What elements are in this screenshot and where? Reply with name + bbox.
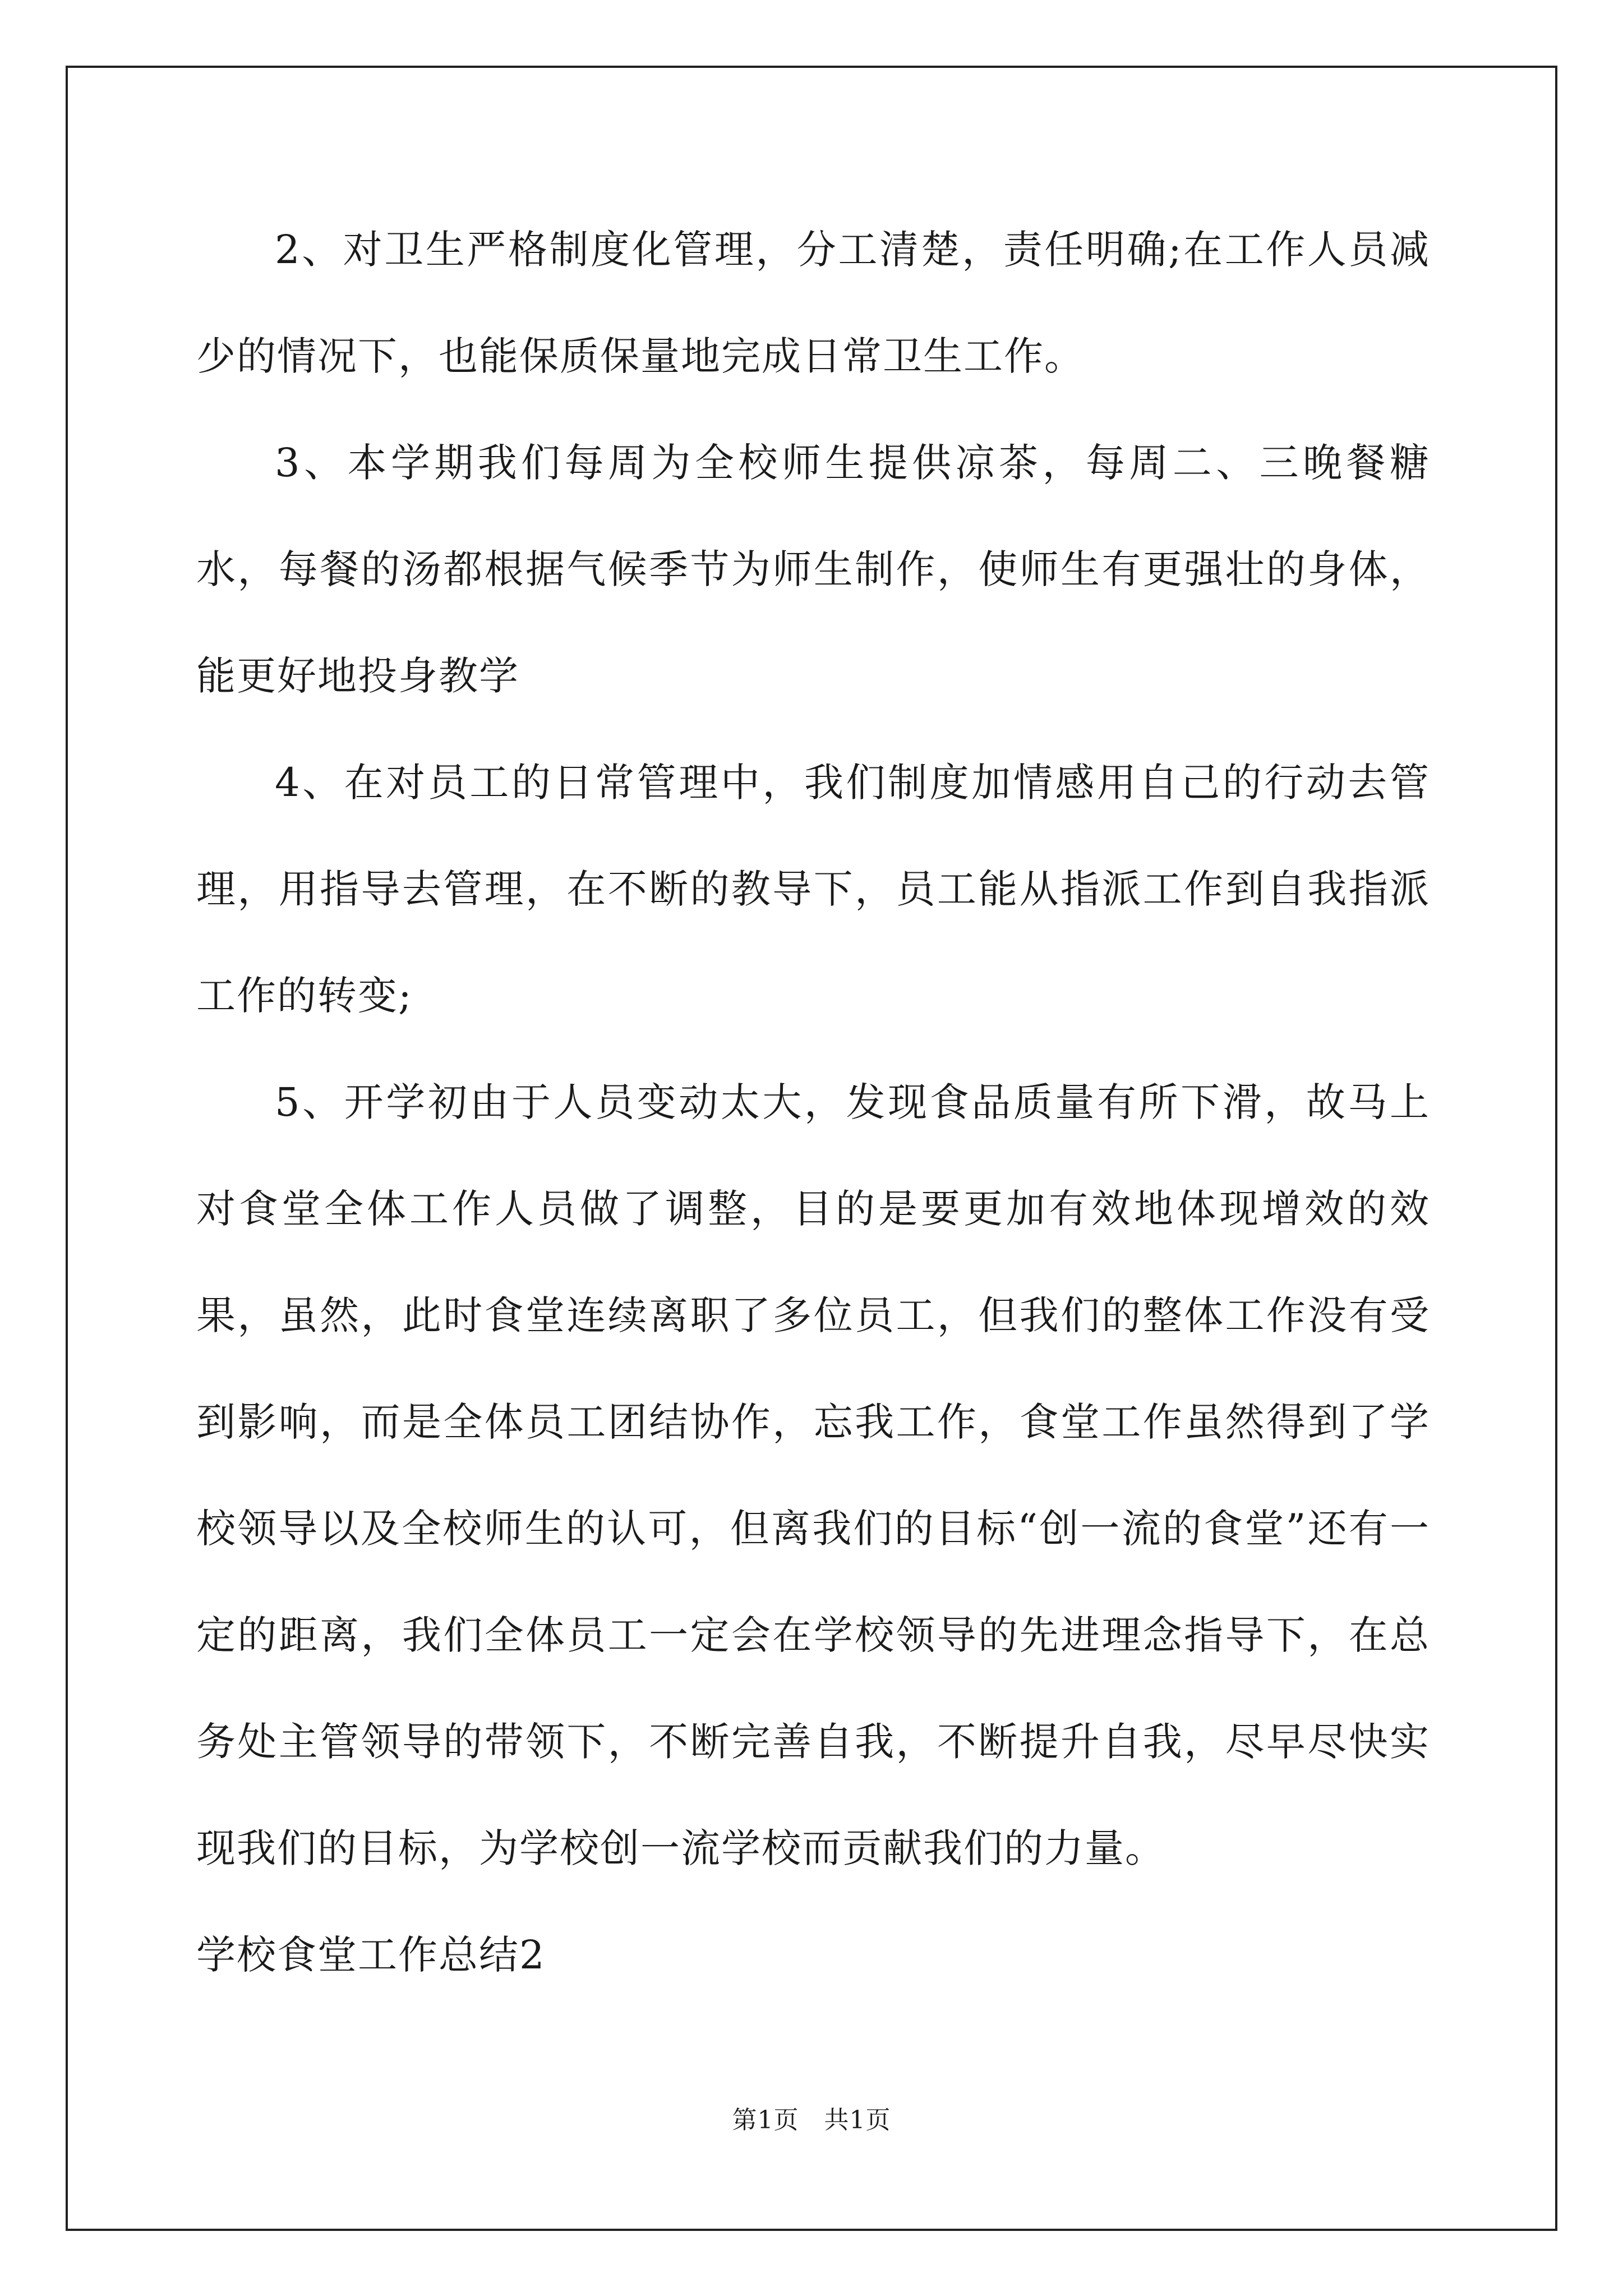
section-heading: 学校食堂工作总结2: [196, 1932, 546, 1978]
document-body: [196, 196, 1430, 2008]
paragraph-2: 2、对卫生严格制度化管理，分工清楚，责任明确;在工作人员减少的情况下，也能保质保量地完成日常卫生工作。: [196, 227, 1430, 379]
page-footer: 第1页 共1页: [732, 2106, 891, 2134]
paragraph-3: 3、本学期我们每周为全校师生提供凉茶，每周二、三晚餐糖水，每餐的汤都根据气候季节为师生制作，使师生有更强壮的身体，能更好地投身教学: [196, 440, 1430, 699]
paragraph-4: 4、在对员工的日常管理中，我们制度加情感用自己的行动去管理，用指导去管理，在不断的教导下，员工能从指派工作到自我指派工作的转变;: [196, 760, 1430, 1019]
paragraph-5: 5、开学初由于人员变动太大，发现食品质量有所下滑，故马上对食堂全体工作人员做了调整，目的是要更加有效地体现增效的效果，虽然，此时食堂连续离职了多位员工，但我们的整体工作没有受到影响，而是全体员工团结协作，忘我工作，食堂工作虽然得到了学校领导以及全校师生的认可，但离我们的目标“创一流的食堂”还有一定的距离，我们全体员工一定会在学校领导的先进理念指导下，在总务处主管领导的带领下，不断完善自我，不断提升自我，尽早尽快实现我们的目标，为学校创一流学校而贡献我们的力量。: [196, 1079, 1430, 1871]
